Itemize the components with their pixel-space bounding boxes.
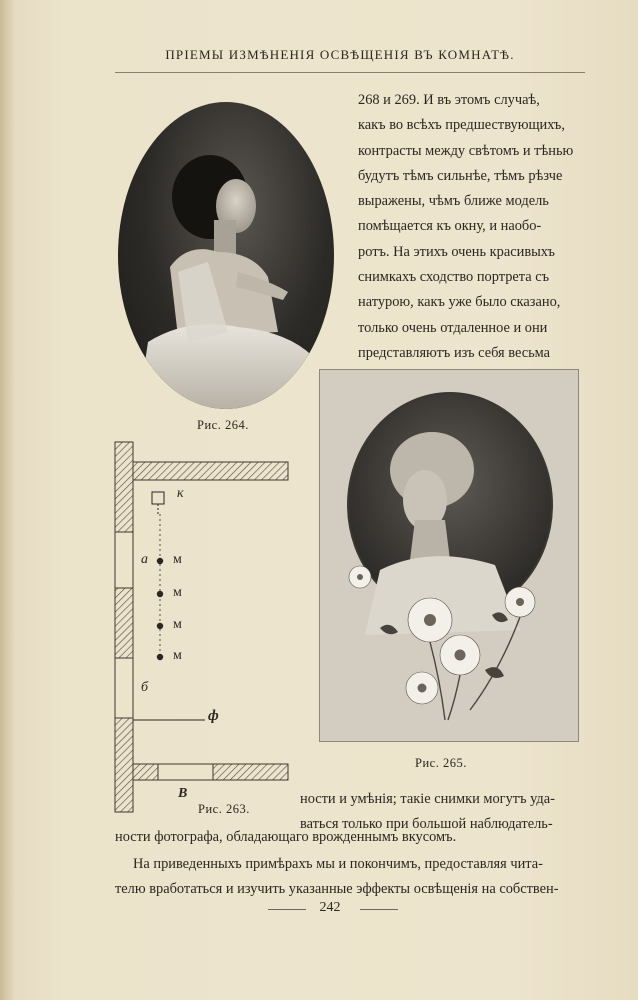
label-m-4: м [173,648,183,663]
text-line: телю вработаться и изучить указанные эффекты освѣщенія на собствен- [115,881,559,897]
text-line: помѣщается къ окну, и наобо- [358,218,542,235]
figure-264-caption: Рис. 264. [197,418,249,432]
text-line: ваться только при большой наблюдатель- [300,816,553,833]
continuation-text-full [115,825,585,850]
figure-265-plate [319,369,579,742]
portrait-264-illustration [118,102,334,409]
text-line: снимкахъ сходство портрета съ [358,269,550,286]
text-line: контрасты между свѣтомъ и тѣнью [358,142,574,159]
folio-rule-right [360,909,398,910]
header-rule [115,72,585,73]
room-plan-svg [110,440,295,815]
text-line: какъ во всѣхъ предшествующихъ, [358,117,565,134]
page-number: 242 [319,900,341,915]
text-line: выражены, чѣмъ ближе модель [358,193,549,210]
text-line: ротъ. На этихъ очень красивыхъ [358,243,555,260]
text-line: ности и умѣнія; такіе снимки могутъ уда- [300,791,555,807]
label-b: б [141,680,149,695]
label-m-2: м [173,585,183,600]
text-line: представляютъ изъ себя весьма [358,344,551,361]
label-m-3: м [173,617,183,632]
page-gutter [0,0,14,1000]
label-f: ф [208,708,220,724]
label-a: а [141,552,149,567]
closing-paragraph-line-2 [115,877,585,902]
text-line: будутъ тѣмъ сильнѣе, тѣмъ рѣзче [358,167,563,184]
closing-paragraph [115,852,585,877]
portrait-265-illustration [320,370,578,741]
text-line: На приведенныхъ примѣрахъ мы и покончимъ, предоставляя чита- [133,856,543,872]
label-k: к [177,486,185,501]
figure-263-caption: Рис. 263. [198,802,250,816]
figure-265-caption: Рис. 265. [415,756,467,770]
text-line: натурою, какъ уже было сказано, [358,294,561,311]
label-v: В [178,786,188,801]
figure-263-room-diagram [110,440,295,815]
text-line: 268 и 269. И въ этомъ случаѣ, [358,92,540,108]
text-line: только очень отдаленное и они [358,319,548,336]
figure-264-oval-portrait [118,102,334,409]
label-m-1: м [173,552,183,567]
text-line: ности фотографа, обладающаго врожденнымъ вкусомъ. [115,829,457,845]
running-title: ПРІЕМЫ ИЗМѢНЕНІЯ ОСВѢЩЕНІЯ ВЪ КОМНАТѢ. [165,47,515,62]
